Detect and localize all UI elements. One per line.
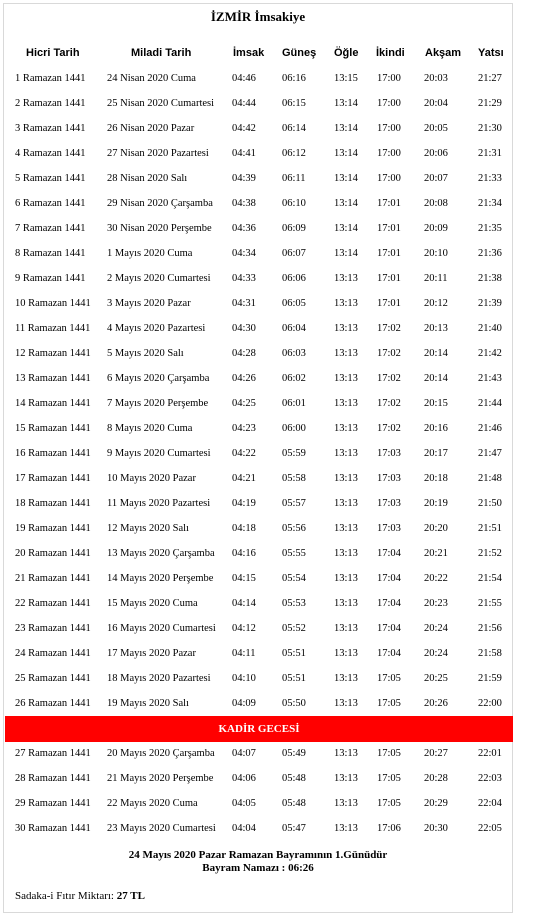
cell-yatsi: 22:04 <box>478 798 502 809</box>
cell-imsak: 04:19 <box>232 498 256 509</box>
table-row <box>0 373 516 387</box>
cell-miladi: 7 Mayıs 2020 Perşembe <box>107 398 209 409</box>
cell-aksam: 20:30 <box>424 823 448 834</box>
cell-aksam: 20:14 <box>424 348 448 359</box>
cell-hicri: 15 Ramazan 1441 <box>15 423 91 434</box>
cell-miladi: 12 Mayıs 2020 Salı <box>107 523 189 534</box>
cell-gunes: 05:58 <box>282 473 306 484</box>
cell-miladi: 2 Mayıs 2020 Cumartesi <box>107 273 211 284</box>
cell-hicri: 22 Ramazan 1441 <box>15 598 91 609</box>
cell-miladi: 16 Mayıs 2020 Cumartesi <box>107 623 216 634</box>
cell-imsak: 04:34 <box>232 248 256 259</box>
cell-ikindi: 17:06 <box>377 823 401 834</box>
cell-miladi: 19 Mayıs 2020 Salı <box>107 698 189 709</box>
cell-miladi: 24 Nisan 2020 Cuma <box>107 73 196 84</box>
table-row <box>0 623 516 637</box>
table-row <box>0 223 516 237</box>
cell-aksam: 20:20 <box>424 523 448 534</box>
cell-ogle: 13:13 <box>334 823 358 834</box>
cell-gunes: 05:56 <box>282 523 306 534</box>
cell-aksam: 20:27 <box>424 748 448 759</box>
cell-gunes: 05:51 <box>282 648 306 659</box>
cell-aksam: 20:07 <box>424 173 448 184</box>
cell-miladi: 6 Mayıs 2020 Çarşamba <box>107 373 210 384</box>
cell-gunes: 06:11 <box>282 173 306 184</box>
cell-ogle: 13:13 <box>334 398 358 409</box>
cell-miladi: 30 Nisan 2020 Perşembe <box>107 223 212 234</box>
cell-miladi: 9 Mayıs 2020 Cumartesi <box>107 448 211 459</box>
table-row <box>0 548 516 562</box>
cell-ogle: 13:13 <box>334 323 358 334</box>
table-row <box>0 173 516 187</box>
cell-imsak: 04:38 <box>232 198 256 209</box>
cell-hicri: 25 Ramazan 1441 <box>15 673 91 684</box>
table-row <box>0 298 516 312</box>
cell-gunes: 05:47 <box>282 823 306 834</box>
cell-hicri: 20 Ramazan 1441 <box>15 548 91 559</box>
cell-yatsi: 21:29 <box>478 98 502 109</box>
cell-imsak: 04:46 <box>232 73 256 84</box>
cell-imsak: 04:04 <box>232 823 256 834</box>
cell-hicri: 6 Ramazan 1441 <box>15 198 86 209</box>
table-row <box>0 198 516 212</box>
cell-imsak: 04:36 <box>232 223 256 234</box>
cell-imsak: 04:10 <box>232 673 256 684</box>
header-aksam: Akşam <box>425 47 462 59</box>
cell-aksam: 20:04 <box>424 98 448 109</box>
cell-ogle: 13:13 <box>334 523 358 534</box>
cell-imsak: 04:06 <box>232 773 256 784</box>
cell-imsak: 04:25 <box>232 398 256 409</box>
cell-imsak: 04:39 <box>232 173 256 184</box>
cell-yatsi: 21:34 <box>478 198 502 209</box>
table-row <box>0 473 516 487</box>
cell-hicri: 5 Ramazan 1441 <box>15 173 86 184</box>
cell-aksam: 20:21 <box>424 548 448 559</box>
cell-miladi: 8 Mayıs 2020 Cuma <box>107 423 193 434</box>
cell-ikindi: 17:01 <box>377 198 401 209</box>
table-row <box>0 73 516 87</box>
cell-ikindi: 17:03 <box>377 498 401 509</box>
cell-ikindi: 17:02 <box>377 398 401 409</box>
cell-hicri: 24 Ramazan 1441 <box>15 648 91 659</box>
cell-ogle: 13:13 <box>334 573 358 584</box>
table-row <box>0 823 516 837</box>
cell-imsak: 04:21 <box>232 473 256 484</box>
cell-hicri: 30 Ramazan 1441 <box>15 823 91 834</box>
cell-ikindi: 17:01 <box>377 273 401 284</box>
cell-miladi: 20 Mayıs 2020 Çarşamba <box>107 748 215 759</box>
cell-hicri: 19 Ramazan 1441 <box>15 523 91 534</box>
cell-ogle: 13:13 <box>334 748 358 759</box>
cell-hicri: 23 Ramazan 1441 <box>15 623 91 634</box>
cell-ogle: 13:13 <box>334 648 358 659</box>
cell-ikindi: 17:00 <box>377 173 401 184</box>
cell-yatsi: 21:56 <box>478 623 502 634</box>
cell-ikindi: 17:04 <box>377 648 401 659</box>
cell-ogle: 13:13 <box>334 773 358 784</box>
cell-ogle: 13:14 <box>334 223 358 234</box>
cell-ogle: 13:14 <box>334 123 358 134</box>
cell-miladi: 14 Mayıs 2020 Perşembe <box>107 573 214 584</box>
cell-miladi: 28 Nisan 2020 Salı <box>107 173 188 184</box>
header-imsak: İmsak <box>233 47 265 59</box>
cell-miladi: 4 Mayıs 2020 Pazartesi <box>107 323 206 334</box>
cell-ogle: 13:13 <box>334 623 358 634</box>
cell-ikindi: 17:00 <box>377 148 401 159</box>
cell-ikindi: 17:01 <box>377 248 401 259</box>
cell-hicri: 11 Ramazan 1441 <box>15 323 91 334</box>
table-row <box>0 423 516 437</box>
cell-ikindi: 17:01 <box>377 223 401 234</box>
table-row <box>0 248 516 262</box>
cell-hicri: 18 Ramazan 1441 <box>15 498 91 509</box>
header-ikindi: İkindi <box>376 47 405 59</box>
cell-ikindi: 17:04 <box>377 548 401 559</box>
table-row <box>0 323 516 337</box>
cell-ogle: 13:13 <box>334 673 358 684</box>
cell-hicri: 3 Ramazan 1441 <box>15 123 86 134</box>
cell-imsak: 04:42 <box>232 123 256 134</box>
cell-miladi: 11 Mayıs 2020 Pazartesi <box>107 498 211 509</box>
cell-hicri: 16 Ramazan 1441 <box>15 448 91 459</box>
cell-ikindi: 17:04 <box>377 623 401 634</box>
cell-ikindi: 17:02 <box>377 323 401 334</box>
cell-yatsi: 21:55 <box>478 598 502 609</box>
cell-miladi: 27 Nisan 2020 Pazartesi <box>107 148 209 159</box>
bayram-prayer-time: Bayram Namazı : 06:26 <box>202 862 314 874</box>
cell-ikindi: 17:04 <box>377 598 401 609</box>
cell-imsak: 04:44 <box>232 98 256 109</box>
cell-yatsi: 21:59 <box>478 673 502 684</box>
cell-imsak: 04:16 <box>232 548 256 559</box>
cell-hicri: 29 Ramazan 1441 <box>15 798 91 809</box>
cell-hicri: 28 Ramazan 1441 <box>15 773 91 784</box>
cell-aksam: 20:26 <box>424 698 448 709</box>
cell-aksam: 20:14 <box>424 373 448 384</box>
cell-imsak: 04:30 <box>232 323 256 334</box>
cell-hicri: 7 Ramazan 1441 <box>15 223 86 234</box>
cell-ikindi: 17:05 <box>377 698 401 709</box>
cell-miladi: 18 Mayıs 2020 Pazartesi <box>107 673 211 684</box>
cell-yatsi: 21:42 <box>478 348 502 359</box>
cell-ogle: 13:13 <box>334 473 358 484</box>
table-row <box>0 598 516 612</box>
cell-aksam: 20:29 <box>424 798 448 809</box>
cell-ikindi: 17:00 <box>377 123 401 134</box>
cell-hicri: 17 Ramazan 1441 <box>15 473 91 484</box>
cell-imsak: 04:11 <box>232 648 256 659</box>
cell-yatsi: 21:51 <box>478 523 502 534</box>
cell-ikindi: 17:05 <box>377 673 401 684</box>
cell-ikindi: 17:05 <box>377 798 401 809</box>
header-hicri: Hicri Tarih <box>26 47 80 59</box>
header-yatsi: Yatsı <box>478 47 504 59</box>
cell-gunes: 05:55 <box>282 548 306 559</box>
cell-miladi: 22 Mayıs 2020 Cuma <box>107 798 198 809</box>
cell-imsak: 04:07 <box>232 748 256 759</box>
cell-hicri: 13 Ramazan 1441 <box>15 373 91 384</box>
cell-gunes: 06:06 <box>282 273 306 284</box>
cell-gunes: 06:16 <box>282 73 306 84</box>
cell-yatsi: 22:00 <box>478 698 502 709</box>
sadaka-label: Sadaka-i Fıtır Miktarı: <box>15 890 114 902</box>
cell-gunes: 06:03 <box>282 348 306 359</box>
cell-yatsi: 21:48 <box>478 473 502 484</box>
cell-gunes: 05:52 <box>282 623 306 634</box>
cell-aksam: 20:08 <box>424 198 448 209</box>
cell-aksam: 20:24 <box>424 623 448 634</box>
cell-yatsi: 21:58 <box>478 648 502 659</box>
cell-hicri: 12 Ramazan 1441 <box>15 348 91 359</box>
cell-ogle: 13:13 <box>334 273 358 284</box>
table-row <box>0 748 516 762</box>
header-ogle: Öğle <box>334 47 359 59</box>
table-row <box>0 773 516 787</box>
cell-imsak: 04:15 <box>232 573 256 584</box>
cell-ogle: 13:13 <box>334 348 358 359</box>
header-gunes: Güneş <box>282 47 317 59</box>
table-row <box>0 673 516 687</box>
cell-aksam: 20:10 <box>424 248 448 259</box>
table-row <box>0 123 516 137</box>
cell-gunes: 06:10 <box>282 198 306 209</box>
cell-aksam: 20:12 <box>424 298 448 309</box>
cell-gunes: 06:15 <box>282 98 306 109</box>
cell-hicri: 10 Ramazan 1441 <box>15 298 91 309</box>
cell-aksam: 20:16 <box>424 423 448 434</box>
cell-hicri: 26 Ramazan 1441 <box>15 698 91 709</box>
cell-yatsi: 21:54 <box>478 573 502 584</box>
page-title: İZMİR İmsakiye <box>210 9 306 24</box>
cell-aksam: 20:13 <box>424 323 448 334</box>
cell-yatsi: 21:44 <box>478 398 502 409</box>
cell-aksam: 20:28 <box>424 773 448 784</box>
table-row <box>0 648 516 662</box>
cell-miladi: 1 Mayıs 2020 Cuma <box>107 248 193 259</box>
cell-ogle: 13:14 <box>334 98 358 109</box>
cell-imsak: 04:14 <box>232 598 256 609</box>
cell-aksam: 20:22 <box>424 573 448 584</box>
cell-yatsi: 21:40 <box>478 323 502 334</box>
cell-gunes: 06:01 <box>282 398 306 409</box>
cell-hicri: 21 Ramazan 1441 <box>15 573 91 584</box>
cell-ogle: 13:13 <box>334 423 358 434</box>
cell-gunes: 05:50 <box>282 698 306 709</box>
cell-yatsi: 21:46 <box>478 423 502 434</box>
cell-gunes: 05:49 <box>282 748 306 759</box>
cell-miladi: 3 Mayıs 2020 Pazar <box>107 298 191 309</box>
cell-miladi: 15 Mayıs 2020 Cuma <box>107 598 198 609</box>
table-row <box>0 698 516 712</box>
cell-ogle: 13:13 <box>334 548 358 559</box>
cell-imsak: 04:33 <box>232 273 256 284</box>
cell-hicri: 1 Ramazan 1441 <box>15 73 86 84</box>
cell-yatsi: 21:50 <box>478 498 502 509</box>
cell-imsak: 04:23 <box>232 423 256 434</box>
cell-ogle: 13:13 <box>334 448 358 459</box>
cell-ikindi: 17:03 <box>377 473 401 484</box>
cell-imsak: 04:26 <box>232 373 256 384</box>
cell-ikindi: 17:02 <box>377 348 401 359</box>
sadaka-value: 27 TL <box>116 890 145 902</box>
table-row <box>0 573 516 587</box>
cell-aksam: 20:17 <box>424 448 448 459</box>
table-row <box>0 798 516 812</box>
cell-imsak: 04:31 <box>232 298 256 309</box>
cell-yatsi: 21:52 <box>478 548 502 559</box>
cell-gunes: 05:51 <box>282 673 306 684</box>
cell-miladi: 13 Mayıs 2020 Çarşamba <box>107 548 215 559</box>
cell-gunes: 05:59 <box>282 448 306 459</box>
table-row <box>0 498 516 512</box>
cell-miladi: 25 Nisan 2020 Cumartesi <box>107 98 215 109</box>
cell-gunes: 05:54 <box>282 573 306 584</box>
cell-ikindi: 17:03 <box>377 523 401 534</box>
cell-imsak: 04:41 <box>232 148 256 159</box>
cell-gunes: 06:14 <box>282 123 306 134</box>
cell-aksam: 20:06 <box>424 148 448 159</box>
cell-gunes: 05:53 <box>282 598 306 609</box>
cell-ogle: 13:13 <box>334 698 358 709</box>
cell-ogle: 13:13 <box>334 298 358 309</box>
cell-gunes: 06:12 <box>282 148 306 159</box>
sadaka-fitir <box>15 890 145 902</box>
cell-imsak: 04:05 <box>232 798 256 809</box>
cell-miladi: 23 Mayıs 2020 Cumartesi <box>107 823 216 834</box>
cell-hicri: 2 Ramazan 1441 <box>15 98 86 109</box>
cell-hicri: 8 Ramazan 1441 <box>15 248 86 259</box>
cell-gunes: 06:04 <box>282 323 306 334</box>
cell-yatsi: 21:47 <box>478 448 502 459</box>
cell-aksam: 20:23 <box>424 598 448 609</box>
cell-miladi: 5 Mayıs 2020 Salı <box>107 348 184 359</box>
cell-ikindi: 17:05 <box>377 773 401 784</box>
cell-aksam: 20:05 <box>424 123 448 134</box>
cell-ikindi: 17:03 <box>377 448 401 459</box>
cell-hicri: 14 Ramazan 1441 <box>15 398 91 409</box>
cell-yatsi: 22:03 <box>478 773 502 784</box>
cell-yatsi: 21:43 <box>478 373 502 384</box>
table-row <box>0 523 516 537</box>
bayram-notice: 24 Mayıs 2020 Pazar Ramazan Bayramının 1.Günüdür <box>128 849 388 861</box>
cell-imsak: 04:22 <box>232 448 256 459</box>
cell-ogle: 13:15 <box>334 73 358 84</box>
cell-gunes: 05:57 <box>282 498 306 509</box>
cell-miladi: 17 Mayıs 2020 Pazar <box>107 648 196 659</box>
cell-aksam: 20:15 <box>424 398 448 409</box>
cell-gunes: 06:09 <box>282 223 306 234</box>
cell-ogle: 13:13 <box>334 498 358 509</box>
cell-ogle: 13:14 <box>334 198 358 209</box>
table-row <box>0 348 516 362</box>
header-miladi: Miladi Tarih <box>131 47 192 59</box>
cell-yatsi: 21:30 <box>478 123 502 134</box>
cell-aksam: 20:19 <box>424 498 448 509</box>
cell-ikindi: 17:02 <box>377 423 401 434</box>
cell-aksam: 20:09 <box>424 223 448 234</box>
cell-yatsi: 21:27 <box>478 73 502 84</box>
cell-ikindi: 17:02 <box>377 373 401 384</box>
cell-yatsi: 21:31 <box>478 148 502 159</box>
cell-aksam: 20:25 <box>424 673 448 684</box>
cell-miladi: 21 Mayıs 2020 Perşembe <box>107 773 214 784</box>
cell-miladi: 29 Nisan 2020 Çarşamba <box>107 198 213 209</box>
table-row <box>0 98 516 112</box>
cell-ikindi: 17:00 <box>377 73 401 84</box>
cell-imsak: 04:12 <box>232 623 256 634</box>
cell-gunes: 06:02 <box>282 373 306 384</box>
cell-aksam: 20:03 <box>424 73 448 84</box>
cell-ikindi: 17:01 <box>377 298 401 309</box>
cell-ikindi: 17:00 <box>377 98 401 109</box>
table-row <box>0 148 516 162</box>
cell-hicri: 27 Ramazan 1441 <box>15 748 91 759</box>
cell-yatsi: 22:01 <box>478 748 502 759</box>
cell-yatsi: 22:05 <box>478 823 502 834</box>
cell-aksam: 20:11 <box>424 273 448 284</box>
cell-ogle: 13:13 <box>334 598 358 609</box>
cell-ogle: 13:14 <box>334 148 358 159</box>
cell-miladi: 10 Mayıs 2020 Pazar <box>107 473 196 484</box>
cell-yatsi: 21:33 <box>478 173 502 184</box>
cell-hicri: 4 Ramazan 1441 <box>15 148 86 159</box>
cell-yatsi: 21:39 <box>478 298 502 309</box>
table-row <box>0 448 516 462</box>
cell-imsak: 04:09 <box>232 698 256 709</box>
cell-aksam: 20:24 <box>424 648 448 659</box>
cell-imsak: 04:28 <box>232 348 256 359</box>
cell-gunes: 05:48 <box>282 773 306 784</box>
cell-ogle: 13:13 <box>334 373 358 384</box>
cell-yatsi: 21:36 <box>478 248 502 259</box>
cell-ogle: 13:14 <box>334 248 358 259</box>
cell-yatsi: 21:38 <box>478 273 502 284</box>
cell-gunes: 06:07 <box>282 248 306 259</box>
cell-yatsi: 21:35 <box>478 223 502 234</box>
cell-ikindi: 17:05 <box>377 748 401 759</box>
cell-gunes: 06:00 <box>282 423 306 434</box>
cell-miladi: 26 Nisan 2020 Pazar <box>107 123 195 134</box>
table-row <box>0 273 516 287</box>
cell-hicri: 9 Ramazan 1441 <box>15 273 86 284</box>
kadir-gecesi-banner: KADİR GECESİ <box>5 716 513 742</box>
cell-ikindi: 17:04 <box>377 573 401 584</box>
cell-ogle: 13:14 <box>334 173 358 184</box>
cell-ogle: 13:13 <box>334 798 358 809</box>
cell-imsak: 04:18 <box>232 523 256 534</box>
cell-gunes: 06:05 <box>282 298 306 309</box>
table-row <box>0 398 516 412</box>
cell-aksam: 20:18 <box>424 473 448 484</box>
cell-gunes: 05:48 <box>282 798 306 809</box>
